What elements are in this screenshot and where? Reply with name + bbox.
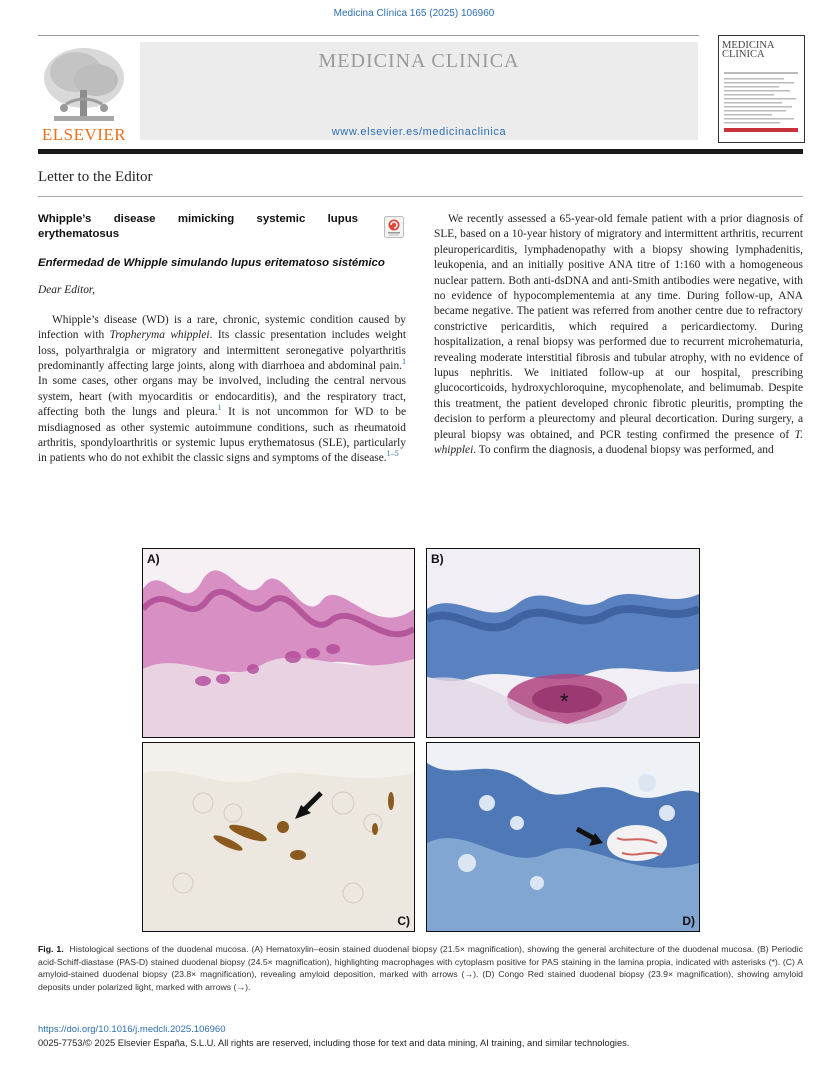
figure-panel-a (142, 548, 415, 738)
header-divider (38, 35, 699, 36)
caption-label: Fig. 1. (38, 944, 64, 954)
doi-link[interactable]: https://doi.org/10.1016/j.medcli.2025.106960 (38, 1024, 226, 1035)
cover-contents-graphic (724, 72, 798, 134)
panel-label-c: C) (397, 914, 410, 928)
elsevier-wordmark: ELSEVIER (41, 125, 127, 144)
citation-ref-2[interactable]: 1 (217, 403, 222, 413)
p1-text-c: In some cases, other organs may be involved, including the central nervous system, heart (with myocarditis or endocarditis), and the respiratory tract, affecting both the lungs and pleura. (38, 375, 406, 419)
right-column (434, 212, 803, 459)
figure-panel-d (426, 742, 700, 932)
pas-histology-image (427, 549, 699, 737)
panel-label-b: B) (431, 552, 444, 566)
figure-panel-c (142, 742, 415, 932)
he-histology-image (143, 549, 414, 737)
journal-title: MEDICINA CLINICA (318, 50, 520, 72)
p1-organism: Tropheryma whipplei (109, 329, 210, 342)
svg-text:*: * (560, 689, 569, 714)
header-thick-rule (38, 149, 803, 154)
p2-text-b: . To confirm the diagnosis, a duodenal biopsy was performed, and (473, 444, 774, 457)
journal-reference[interactable]: Medicina Clínica 165 (2025) 106960 (333, 8, 495, 19)
copyright-notice: 0025-7753/© 2025 Elsevier España, S.L.U. All rights are reserved, including those for text and data mining, AI training, and similar technologies. (38, 1038, 630, 1048)
check-for-updates-icon[interactable] (384, 216, 404, 238)
section-divider (38, 196, 803, 197)
paragraph-case (434, 212, 803, 459)
p1-text-a: Whipple’s disease (WD) is a rare, chronic, systemic condition caused by infection with (38, 313, 406, 342)
section-label: Letter to the Editor (38, 169, 153, 185)
caption-text: Histological sections of the duodenal mucosa. (A) Hematoxylin–eosin stained duodenal biopsy (21.5× magnification), showing the general architecture of the duodenal mucosa. (B) Periodic acid-Schiff-diastase (PAS-D) stained duodenal biopsy (24.5× magnification), highlighting macrophages with cytoplasm positive for PAS staining in the lamina propia, indicated with asterisks (*). (C) A amyloid-stained duodenal biopsy (23.8× magnification), revealing amyloid deposition, marked with arrows (→). (D) Congo Red stained duodenal biopsy (23.9× magnification), showing amyloid deposits under polarized light, marked with arrows (→). (38, 944, 804, 992)
cover-title: MEDICINA CLINICA (722, 40, 774, 60)
figure-panel-b (426, 548, 700, 738)
article-title-english: Whipple’s disease mimicking systemic lupus erythematosus (38, 213, 358, 240)
panel-label-d: D) (682, 914, 695, 928)
figure-caption (38, 943, 803, 993)
journal-url-link[interactable]: www.elsevier.es/medicinaclinica (331, 126, 507, 138)
p2-organism: T. whipplei (434, 428, 803, 457)
left-column (38, 212, 406, 467)
p1-text-b: . Its classic presentation includes weight loss, polyarthralgia or migratory and intermittent seronegative polyarthritis predominantly affecting large joints, along with diarrhoea and abdominal pain. (38, 329, 407, 373)
congo-red-histology-image (427, 743, 699, 931)
p1-text-d: It is not uncommon for WD to be misdiagnosed as other systemic autoimmune conditions, such as rheumatoid arthritis, spondyloarthritis or systemic lupus erythematosus (SLE), particularly in patients who do not exhibit the classic signs and symptoms of the disease. (38, 406, 406, 465)
article-title-spanish: Enfermedad de Whipple simulando lupus eritematoso sistémico (38, 257, 385, 269)
panel-label-a: A) (147, 552, 160, 566)
salutation: Dear Editor, (38, 284, 95, 297)
citation-ref-3[interactable]: 1–5 (386, 449, 399, 459)
p2-text-a: We recently assessed a 65-year-old female patient with a prior diagnosis of SLE, based on a 10-year history of migratory and intermittent arthritis, recurrent pleuropericarditis, lymphadenopathy with a biopsy showing lymphadenitis, leukopenia, and an initially positive ANA titre of 1:160 with a homogeneous nuclear pattern. Both anti-dsDNA and anti-Smith antibodies were negative, with no evidence of hypocomplementemia at any time. During follow-up, ANA became negative. The patient was referred from another centre due to refractory constrictive pericarditis, which required a pericardiectomy. During hospitalization, a renal biopsy was performed due to recurrent microhematuria, revealing moderate interstitial fibrosis and tubular atrophy, with no evidence of lupus nephritis. We initiated follow-up at our hospital, prescribing glucocorticoids, hydroxychloroquine, mycophenolate, and belimumab. Despite this treatment, the patient developed chronic fibrotic pleuritis, prompting the decision to perform a pleurectomy and pleural decortication. During surgery, a pleural biopsy was obtained, and PCR testing confirmed the presence of (434, 213, 803, 441)
amyloid-histology-image (143, 743, 414, 931)
paragraph-intro (38, 313, 406, 467)
citation-ref-1[interactable]: 1 (402, 357, 406, 367)
